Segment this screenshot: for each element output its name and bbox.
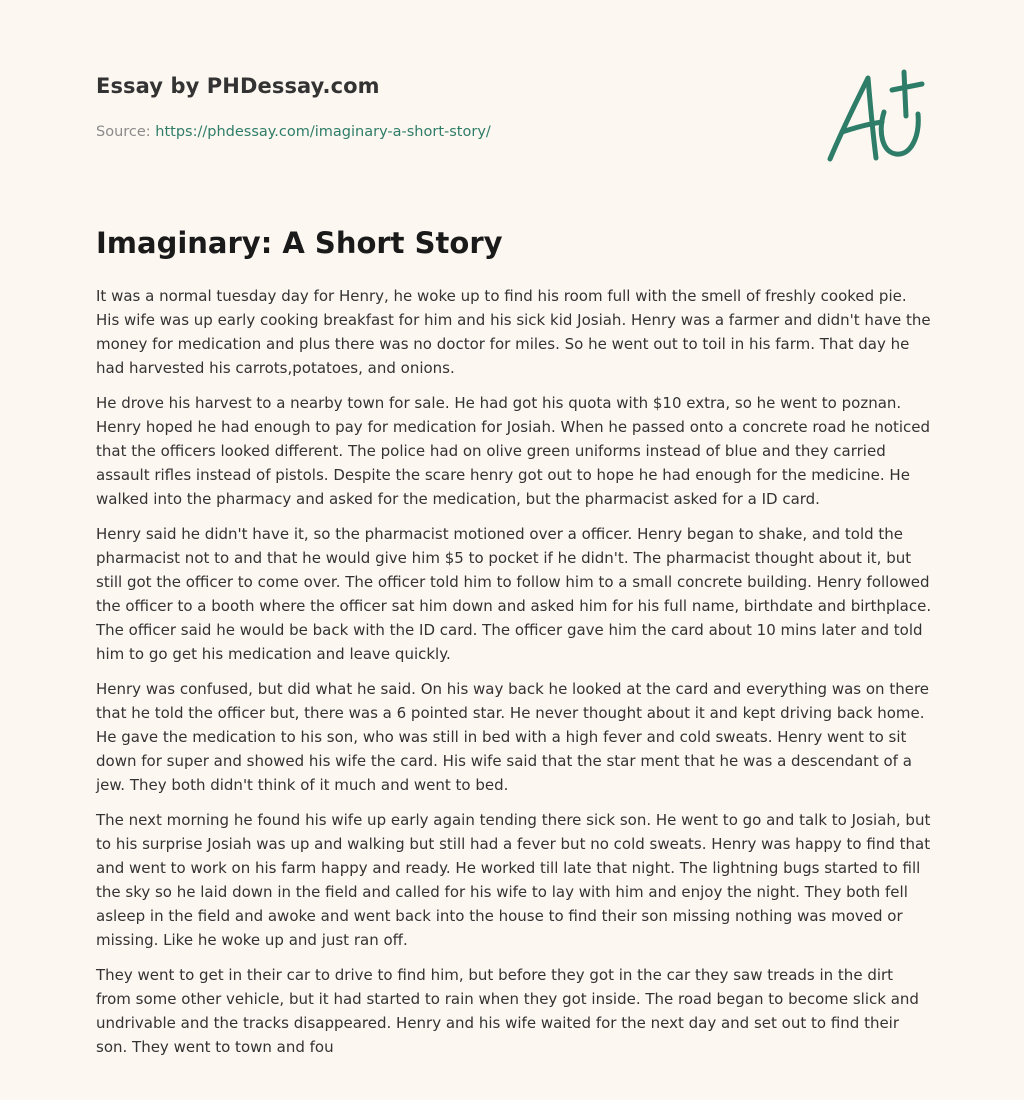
- source-line: [96, 124, 491, 140]
- a-plus-logo-icon: [824, 64, 928, 168]
- essay-paragraph: Henry was confused, but did what he said. On his way back he looked at the card and everything was on there that he told the officer but, there was a 6 pointed star. He never thought about it and kept driving back home. He gave the medication to his son, who was still in bed with a high fever and cold sweats. Henry went to sit down for super and showed his wife the card. His wife said that the star ment that he was a descendant of a jew. They both didn't think of it much and went to bed.: [96, 680, 930, 794]
- site-brand: Essay by PHDessay.com: [96, 74, 380, 98]
- essay-paragraph: It was a normal tuesday day for Henry, he woke up to find his room full with the smell of freshly cooked pie. His wife was up early cooking breakfast for him and his sick kid Josiah. Henry was a farmer and didn't have the money for medication and plus there was no doctor for miles. So he went out to toil in his farm. That day he had harvested his carrots,potatoes, and onions.: [96, 287, 931, 377]
- essay-paragraph: Henry said he didn't have it, so the pharmacist motioned over a officer. Henry began to shake, and told the pharmacist not to and that he would give him $5 to pocket if he didn't. The pharmacist thought about it, but still got the officer to come over. The officer told him to follow him to a small concrete building. Henry followed the officer to a booth where the officer sat him down and asked him for his full name, birthdate and birthplace. The officer said he would be back with the ID card. The officer gave him the card about 10 mins later and told him to go get his medication and leave quickly.: [96, 525, 932, 663]
- essay-body: [96, 284, 932, 1070]
- source-label: Source:: [96, 124, 151, 140]
- essay-paragraph: They went to get in their car to drive to find him, but before they got in the car they saw treads in the dirt from some other vehicle, but it had started to rain when they got inside. The road began to become slick and undrivable and the tracks disappeared. Henry and his wife waited for the next day and set out to find their son. They went to town and fou: [96, 966, 919, 1056]
- essay-paragraph: He drove his harvest to a nearby town for sale. He had got his quota with $10 extra, so he went to poznan. Henry hoped he had enough to pay for medication for Josiah. When he passed onto a concrete road he noticed that the officers looked different. The police had on olive green uniforms instead of blue and they carried assault rifles instead of pistols. Despite the scare henry got out to hope he had enough for the medicine. He walked into the pharmacy and asked for the medication, but the pharmacist asked for a ID card.: [96, 394, 931, 508]
- source-link[interactable]: https://phdessay.com/imaginary-a-short-story/: [155, 124, 491, 140]
- essay-title: Imaginary: A Short Story: [96, 226, 503, 260]
- essay-paragraph: The next morning he found his wife up early again tending there sick son. He went to go and talk to Josiah, but to his surprise Josiah was up and walking but still had a fever but no cold sweats. Henry was happy to find that and went to work on his farm happy and ready. He worked till late that night. The lightning bugs started to fill the sky so he laid down in the field and called for his wife to lay with him and enjoy the night. They both fell asleep in the field and awoke and went back into the house to find their son missing nothing was moved or missing. Like he woke up and just ran off.: [96, 811, 931, 949]
